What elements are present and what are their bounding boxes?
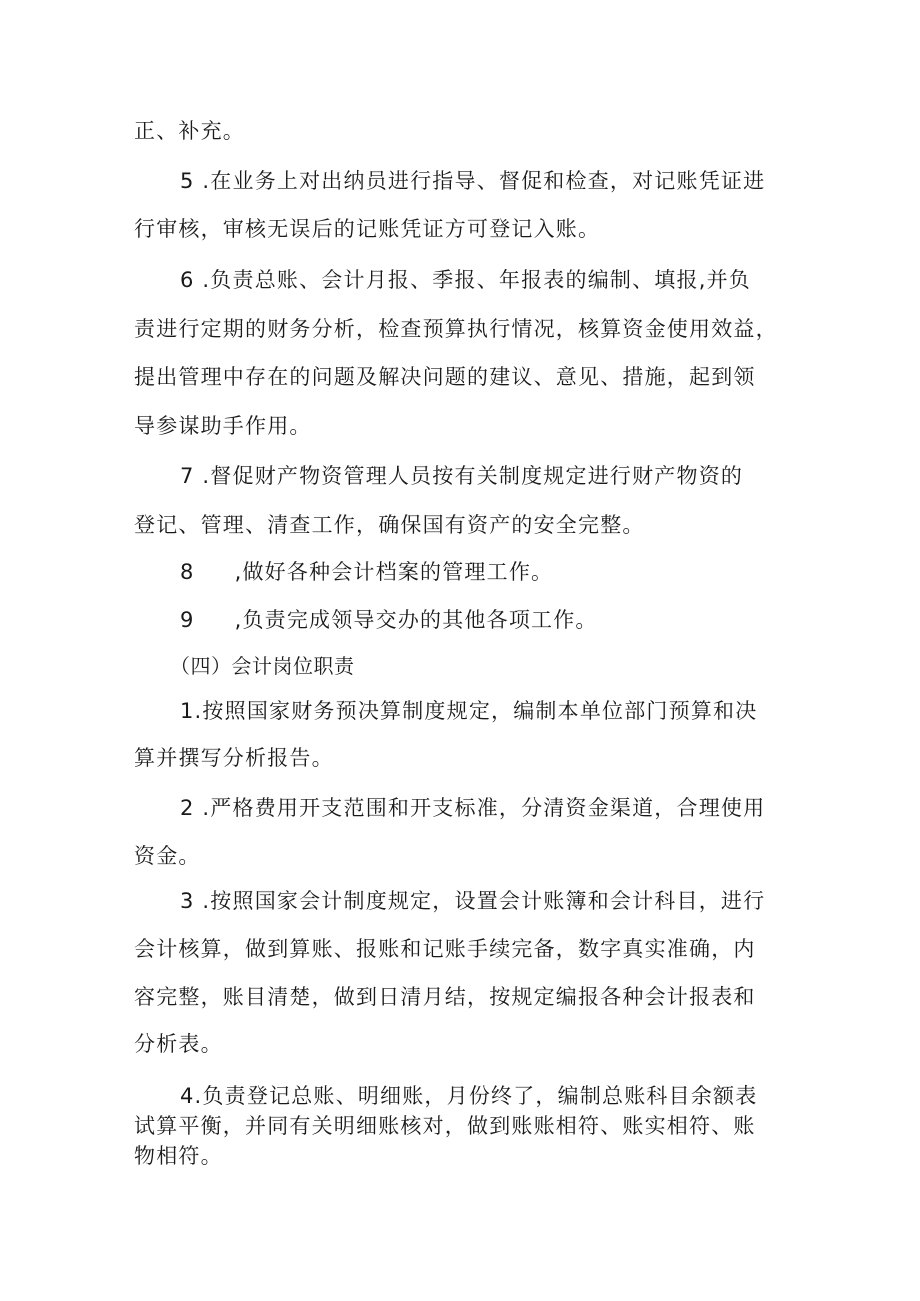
text-line: 7 .督促财产物资管理人员按有关制度规定进行财产物资的 (180, 464, 744, 488)
text-line: 6 .负责总账、会计月报、季报、年报表的编制、填报,并负 (180, 268, 751, 292)
text-line: 行审核，审核无误后的记账凭证方可登记入账。 (134, 217, 601, 241)
text-line: 4.负责登记总账、明细账，月份终了，编制总账科目余额表 (180, 1084, 758, 1108)
text-line: 试算平衡，并同有关明细账核对，做到账账相符、账实相符、账 (134, 1114, 756, 1138)
text-line: 算并撰写分析报告。 (134, 746, 334, 770)
text-line: 容完整，账目清楚，做到日清月结，按规定编报各种会计报表和 (134, 985, 756, 1009)
text-line: 分析表。 (134, 1032, 223, 1056)
list-item-9 (180, 605, 598, 635)
text-line: 5 .在业务上对出纳员进行指导、督促和检查，对记账凭证进 (180, 169, 766, 193)
text-line: 责进行定期的财务分析，检查预算执行情况，核算资金使用效益， (134, 317, 778, 341)
item-number: 9 (180, 608, 195, 632)
item-number: 8 (180, 560, 195, 584)
text-line: ,负责完成领导交办的其他各项工作。 (234, 608, 598, 632)
text-line: 1.按照国家财务预决算制度规定，编制本单位部门预算和决 (180, 699, 758, 723)
section-heading: （四）会计岗位职责 (170, 654, 355, 678)
list-item-8 (180, 557, 553, 587)
text-line: 资金。 (134, 844, 201, 868)
text-line: 登记、管理、清查工作，确保国有资产的安全完整。 (134, 513, 645, 537)
text-line: 正、补充。 (134, 119, 245, 143)
text-line: 提出管理中存在的问题及解决问题的建议、意见、措施，起到领 (134, 365, 756, 389)
text-line: 会计核算，做到算账、报账和记账手续完备，数字真实准确，内 (134, 937, 756, 961)
text-line: 3 .按照国家会计制度规定，设置会计账簿和会计科目，进行 (180, 889, 766, 913)
text-line: 导参谋助手作用。 (134, 414, 312, 438)
text-line: 物相符。 (134, 1144, 223, 1168)
text-line: ,做好各种会计档案的管理工作。 (234, 560, 554, 584)
text-line: 2 .严格费用开支范围和开支标准，分清资金渠道，合理使用 (180, 796, 766, 820)
